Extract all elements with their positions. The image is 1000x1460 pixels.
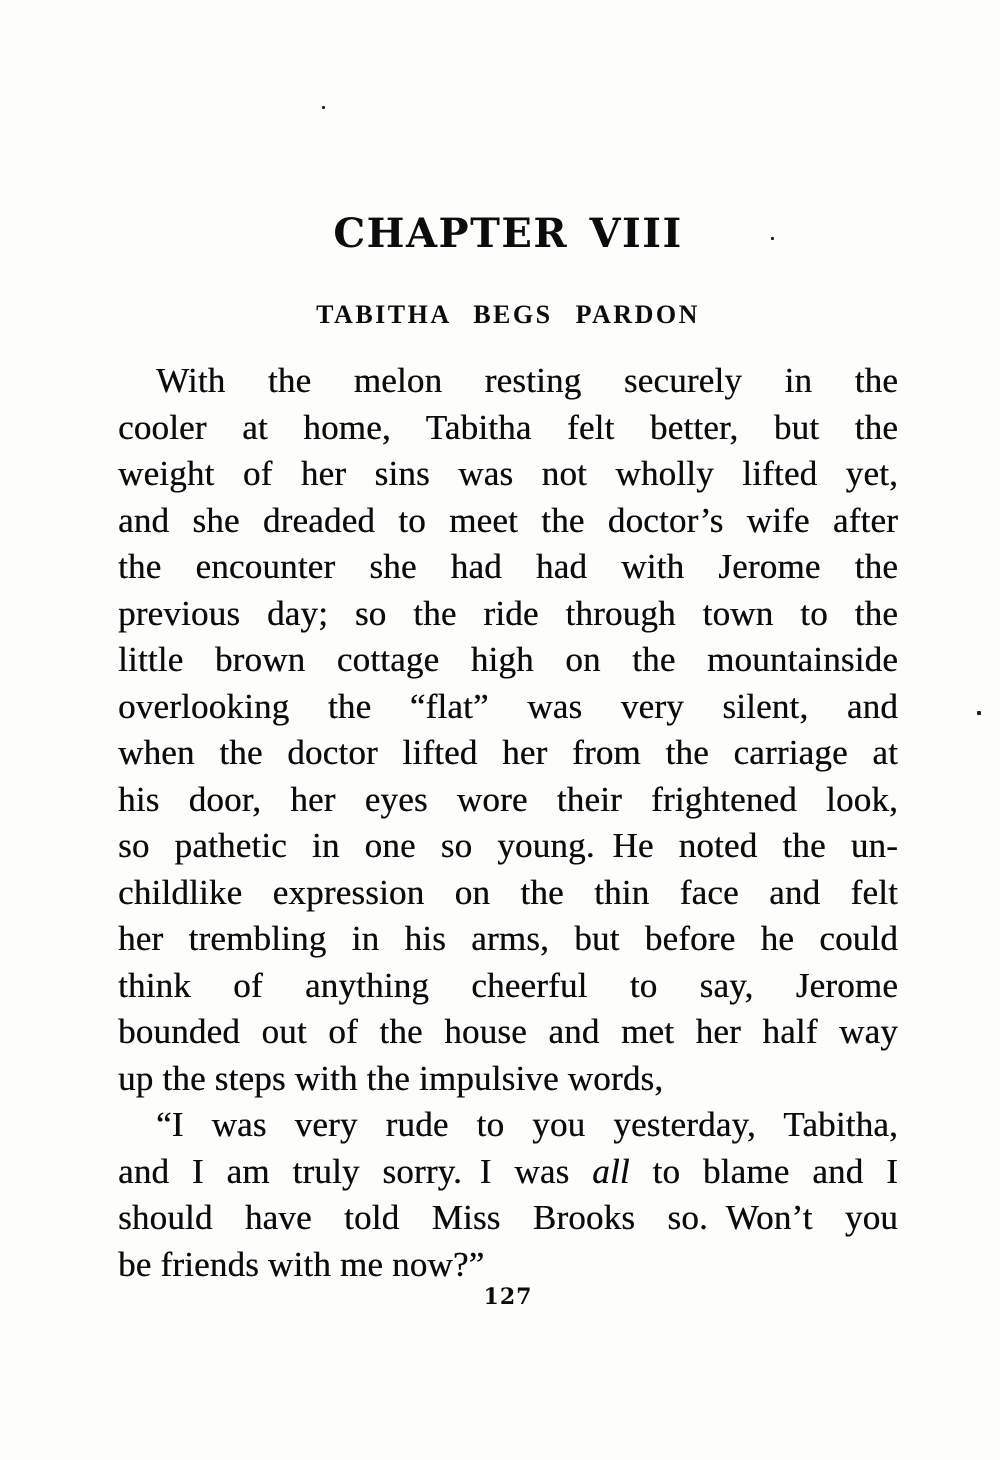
chapter-subtitle: TABITHA BEGS PARDON (316, 300, 700, 329)
text-line: so pathetic in one so young. He noted the un- (118, 826, 898, 865)
text-line: his door, her eyes wore their frightened look, (118, 779, 898, 819)
scan-speck (771, 237, 774, 240)
text-line: and she dreaded to meet the doctor’s wife after (118, 500, 898, 540)
chapter-heading: CHAPTER VIII (333, 210, 683, 257)
text-line: her trembling in his arms, but before he could (118, 919, 898, 958)
text-line: think of anything cheerful to say, Jerome (118, 965, 898, 1005)
text-line: “I was very rude to you yesterday, Tabitha, (156, 1105, 898, 1144)
text-line: should have told Miss Brooks so. Won’t you (118, 1198, 898, 1237)
scan-speck (977, 711, 981, 715)
text-line: cooler at home, Tabitha felt better, but the (118, 407, 898, 447)
text-line: be friends with me now?” (118, 1244, 485, 1284)
scan-speck (322, 106, 325, 109)
body-text (118, 358, 898, 1288)
text-line: the encounter she had had with Jerome the (118, 547, 898, 586)
text-line: little brown cottage high on the mountainside (118, 640, 898, 679)
text-line: With the melon resting securely in the (156, 361, 898, 400)
text-line: when the doctor lifted her from the carriage at (118, 733, 898, 772)
text-line: bounded out of the house and met her half way (118, 1012, 898, 1051)
text-line: up the steps with the impulsive words, (118, 1058, 664, 1098)
text-line: childlike expression on the thin face and felt (118, 872, 898, 912)
text-line: and I am truly sorry. I was all to blame and I (118, 1151, 898, 1191)
text-line: previous day; so the ride through town to the (118, 593, 898, 633)
text-line: overlooking the “flat” was very silent, and (118, 686, 898, 726)
text-line: weight of her sins was not wholly lifted yet, (118, 454, 898, 493)
page-number: 127 (483, 1284, 533, 1310)
